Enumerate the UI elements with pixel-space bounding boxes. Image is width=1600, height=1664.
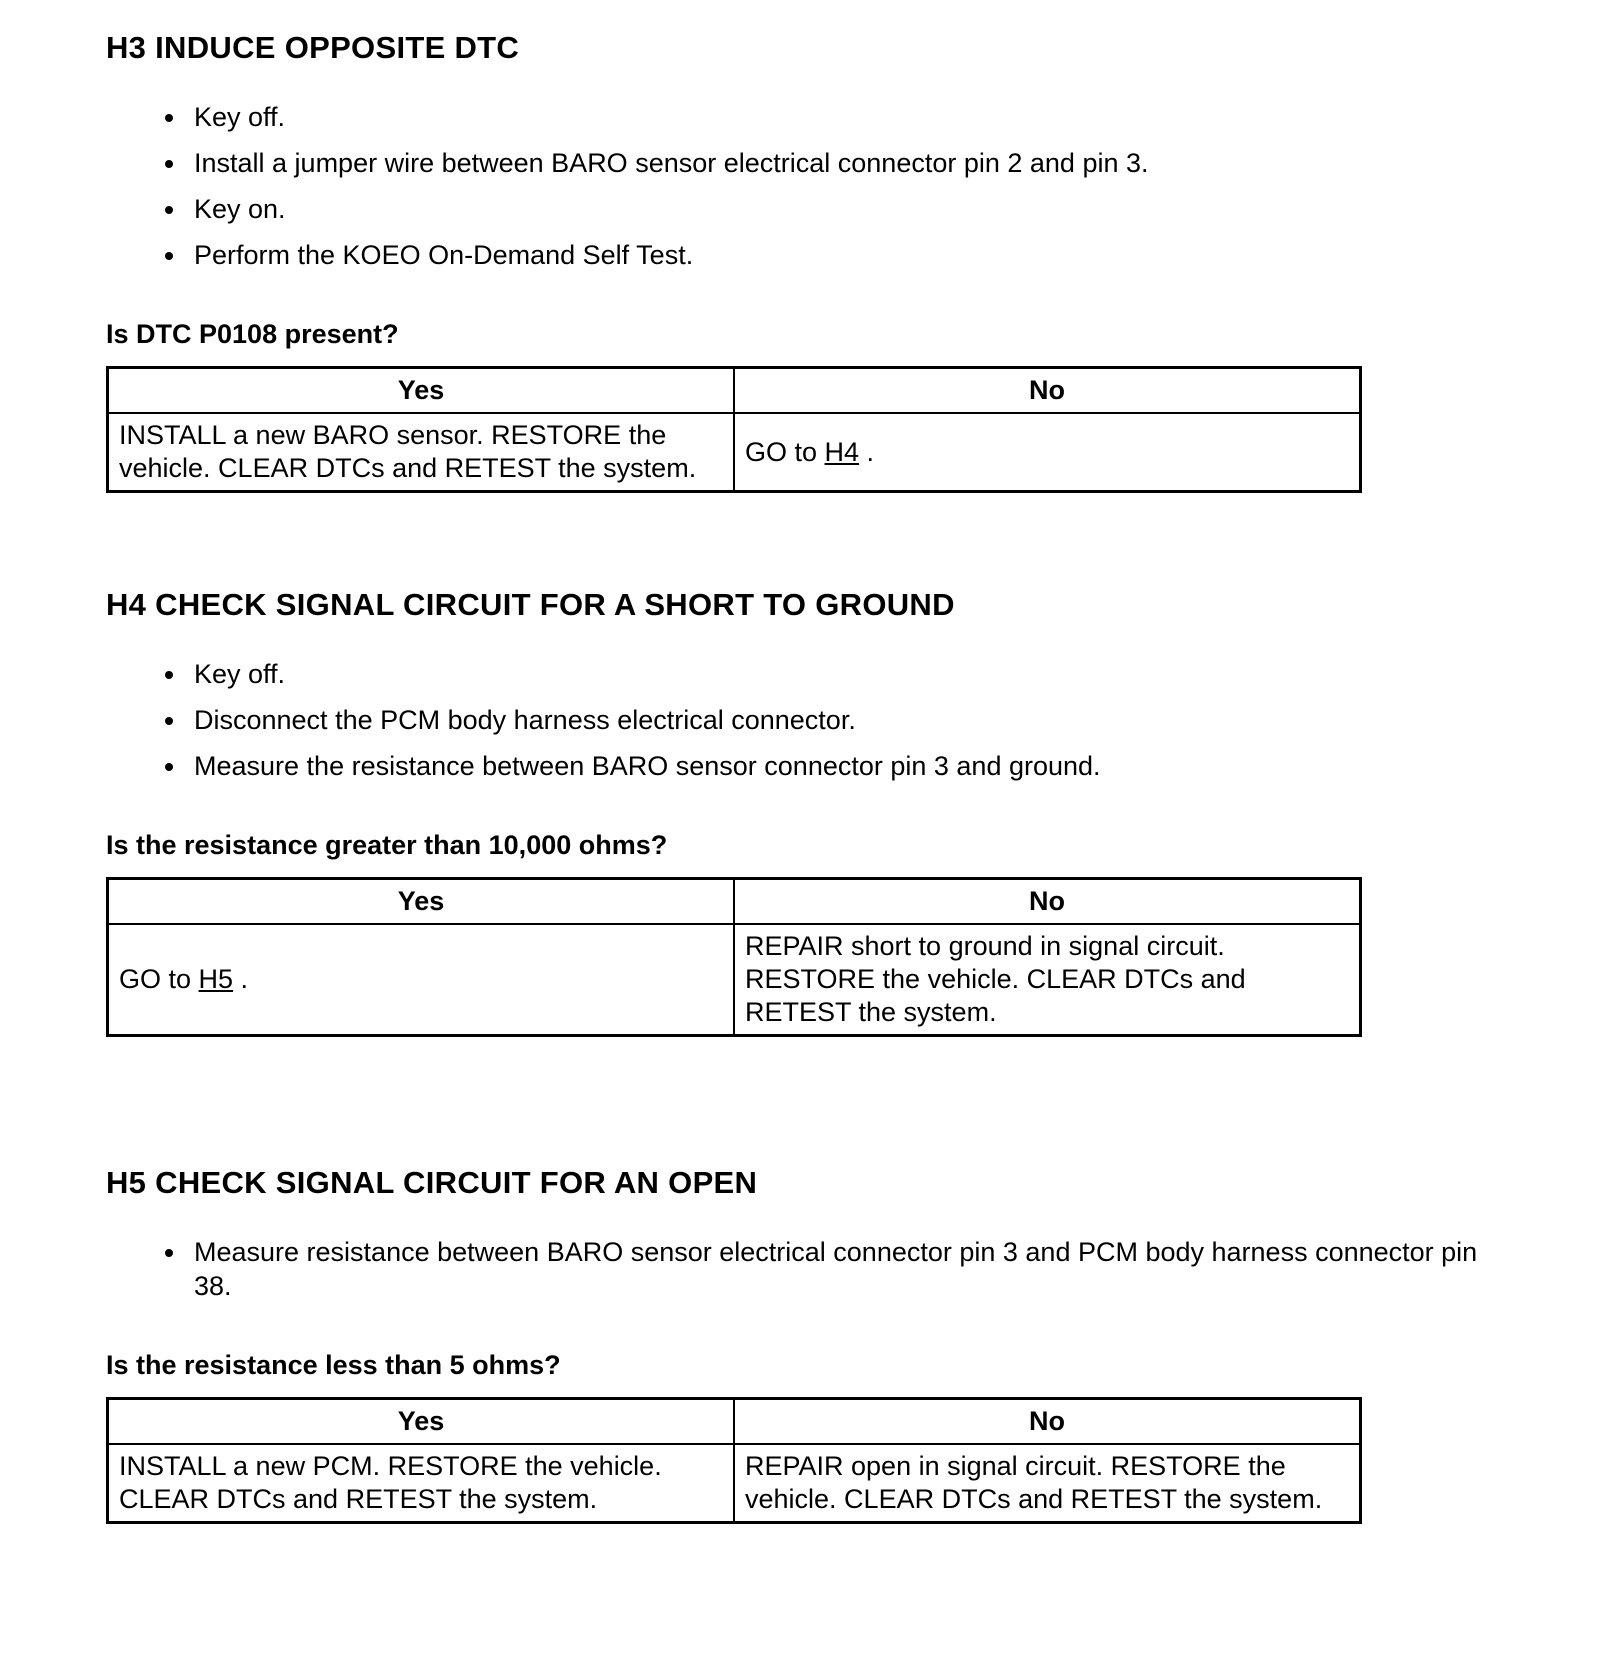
section-h5-heading: H5 CHECK SIGNAL CIRCUIT FOR AN OPEN	[106, 1165, 758, 1200]
no-cell	[734, 413, 1361, 492]
yes-header: Yes	[108, 1399, 735, 1445]
yes-cell: INSTALL a new BARO sensor. RESTORE the vehicle. CLEAR DTCs and RETEST the system.	[108, 413, 735, 492]
yes-cell-text: GO to	[119, 964, 199, 994]
yes-header: Yes	[108, 879, 735, 925]
section-h3-decision-table	[106, 366, 1362, 493]
table-row	[108, 924, 1361, 1036]
section-h4-heading: H4 CHECK SIGNAL CIRCUIT FOR A SHORT TO GROUND	[106, 587, 955, 622]
yes-cell: INSTALL a new PCM. RESTORE the vehicle. CLEAR DTCs and RETEST the system.	[108, 1444, 735, 1523]
h4-link[interactable]: H4	[824, 436, 860, 467]
bullet-item: • Key off.	[188, 100, 1480, 134]
section-h5-decision-table	[106, 1397, 1362, 1524]
section-h5	[106, 1165, 1480, 1524]
section-h3-bullet-list	[106, 100, 1480, 272]
bullet-item: • Disconnect the PCM body harness electrical connector.	[188, 703, 1480, 737]
no-header: No	[734, 368, 1361, 414]
section-h4	[106, 587, 1480, 1037]
no-header: No	[734, 879, 1361, 925]
section-h4-bullet-list	[106, 657, 1480, 783]
no-header: No	[734, 1399, 1361, 1445]
h5-link[interactable]: H5	[198, 964, 234, 994]
yes-cell-text: .	[233, 964, 249, 994]
bullet-item: • Install a jumper wire between BARO sensor electrical connector pin 2 and pin 3.	[188, 146, 1480, 180]
no-cell-text: GO to	[745, 436, 825, 467]
table-row	[108, 413, 1361, 492]
section-h4-decision-table	[106, 877, 1362, 1037]
section-h3-heading: H3 INDUCE OPPOSITE DTC	[106, 30, 520, 65]
section-h5-bullet-list	[106, 1235, 1480, 1303]
section-h3-question: Is DTC P0108 present?	[106, 319, 399, 349]
yes-header: Yes	[108, 368, 735, 414]
yes-cell	[108, 924, 735, 1036]
no-cell-text: .	[859, 436, 875, 467]
no-cell: REPAIR open in signal circuit. RESTORE the vehicle. CLEAR DTCs and RETEST the system.	[734, 1444, 1361, 1523]
bullet-item: • Measure the resistance between BARO sensor connector pin 3 and ground.	[188, 749, 1480, 783]
no-cell: REPAIR short to ground in signal circuit. RESTORE the vehicle. CLEAR DTCs and RETEST the system.	[734, 924, 1361, 1036]
section-h3	[106, 30, 1480, 493]
bullet-item: • Key on.	[188, 192, 1480, 226]
bullet-item: • Key off.	[188, 657, 1480, 691]
bullet-item: • Perform the KOEO On-Demand Self Test.	[188, 238, 1480, 272]
bullet-item: • Measure resistance between BARO sensor electrical connector pin 3 and PCM body harness connector pin 38.	[188, 1235, 1480, 1303]
section-h4-question: Is the resistance greater than 10,000 ohms?	[106, 830, 668, 860]
section-h5-question: Is the resistance less than 5 ohms?	[106, 1350, 561, 1380]
table-row	[108, 1444, 1361, 1523]
